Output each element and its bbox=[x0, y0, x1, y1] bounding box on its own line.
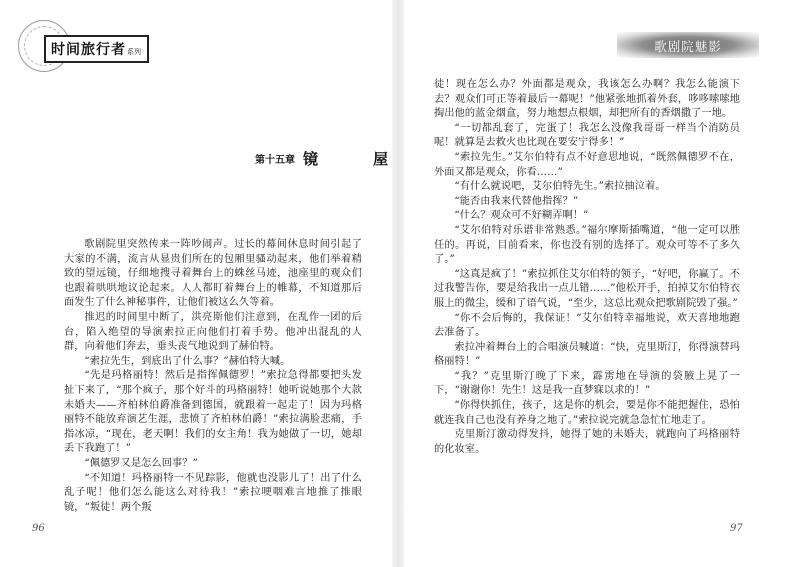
chapter-heading bbox=[255, 148, 408, 169]
paragraph: “不知道！玛格丽特一不见踪影，他就也没影儿了！出了什么乱子呢！他们怎么能这么对待我！”索拉哽咽难言地推了推眼镜，“叛徒！两个叛 bbox=[64, 472, 362, 513]
page-number: 97 bbox=[730, 523, 743, 534]
paragraph: “索拉先生。”艾尔伯特有点不好意思地说，“既然佩德罗不在，外面又都是观众，你看……” bbox=[434, 151, 740, 178]
chapter-title: 镜 屋 bbox=[303, 150, 409, 168]
left-body-text bbox=[64, 238, 362, 515]
logo-box bbox=[44, 35, 149, 63]
paragraph: “我？”克里斯汀晚了下来，霹雳地在导演的袋腋上晃了一下，“谢谢你！先生！这是我一直梦寐以求的！” bbox=[434, 370, 740, 397]
paragraph: “索拉先生，到底出了什么事？”赫伯特大喊。 bbox=[84, 355, 291, 367]
logo-subtext: 系列 bbox=[127, 48, 141, 56]
series-title: 歌剧院魅影 bbox=[654, 39, 722, 54]
right-body-text bbox=[434, 78, 740, 457]
paragraph: “这真是疯了！”索拉抓住艾尔伯特的领子，“好吧，你赢了。不过我警告你，要是给我出一点儿错……”他松开手，拍掉艾尔伯特衣服上的微尘，缓和了语气说，“至少，这总比观众把歌剧院毁了强。” bbox=[434, 268, 740, 309]
page-number: 96 bbox=[32, 523, 45, 534]
series-banner bbox=[617, 32, 759, 58]
paragraph: “你不会后悔的，我保证！”艾尔伯特幸福地说，欢天喜地地跑去准备了。 bbox=[434, 312, 740, 339]
paragraph: 克里斯汀激动得发抖，她得了她的未婚夫，就跑向了玛格丽特的化妆室。 bbox=[434, 429, 740, 455]
paragraph: 徒！现在怎么办？外面都是观众，我该怎么办啊？我怎么能演下去？观众们可正等着最后一幕呢！”他紧张地抓着外套，哆哆嗦嗦地掏出他的蓝金烟盒，努力地想点根烟，却把所有的香烟撒了一地。 bbox=[434, 79, 740, 120]
paragraph: 索拉冲着舞台上的合唱演员喊道：“快，克里斯汀，你得演替玛格丽特！” bbox=[434, 341, 740, 368]
paragraph: “佩德罗又是怎么回事？” bbox=[84, 457, 198, 469]
paragraph: “一切都乱套了，完蛋了！我怎么没像我哥哥一样当个消防员呢！就算是去救火也比现在要安宁得多！” bbox=[434, 122, 740, 149]
paragraph: “先是玛格丽特！然后是指挥佩德罗！”索拉急得都要把头发扯下来了，“那个疯子，那个好斗的玛格丽特！她听说她那个大款未婚夫——齐柏林伯爵准备到德国，就跟着一起走了！因为玛格丽特不能放弃演艺生涯，悲愤了齐柏林伯爵！”索拉满脸悲痛，手指冰凉，“现在，老天啊！我们的女主角！我为她做了一切，她却丢下我跑了！” bbox=[64, 370, 362, 455]
paragraph: “能否由我来代替他指挥？” bbox=[454, 195, 579, 207]
logo-text: 时间旅行者 bbox=[51, 42, 126, 58]
chapter-label: 第十五章 bbox=[255, 155, 295, 166]
paragraph: “什么？观众可不好糊弄啊！” bbox=[454, 210, 589, 222]
paragraph: “艾尔伯特对乐谱非常熟悉。”福尔摩斯插嘴道，“他一定可以胜任的。再说，目前看来，你也没有别的选择了。观众可等不了多久了。” bbox=[434, 224, 740, 266]
series-logo bbox=[18, 20, 168, 72]
paragraph: “有什么就说吧，艾尔伯特先生。”索拉抽泣着。 bbox=[454, 181, 666, 193]
paragraph: “你得快抓住，孩子，这是你的机会，要是你不能把握住，恐怕就连我自己也没有养身之地了。”索拉说完就急急忙忙地走了。 bbox=[434, 400, 740, 426]
paragraph: 推迟的时间里中断了，洪亮斯他们注意到，在乱作一团的后台，陷入绝望的导演索拉正向他们打着手势。他冲出混乱的人群，向着他们奔去，垂头丧气地说到了赫伯特。 bbox=[64, 311, 362, 353]
right-page bbox=[395, 0, 790, 567]
paragraph: 歌剧院里突然传来一阵吵闹声。过长的幕间休息时间引起了大家的不满，流言从显贵们所在的包厢里骚动起来，他们举着精致的望远镜，仔细地搜寻着舞台上的蛛丝马迹，池座里的观众们也跟着哄哄地议论起来。人人都盯着舞台上的帷幕，不知道那后面发生了什么神秘事件，让他们被这么久等着。 bbox=[64, 239, 362, 309]
